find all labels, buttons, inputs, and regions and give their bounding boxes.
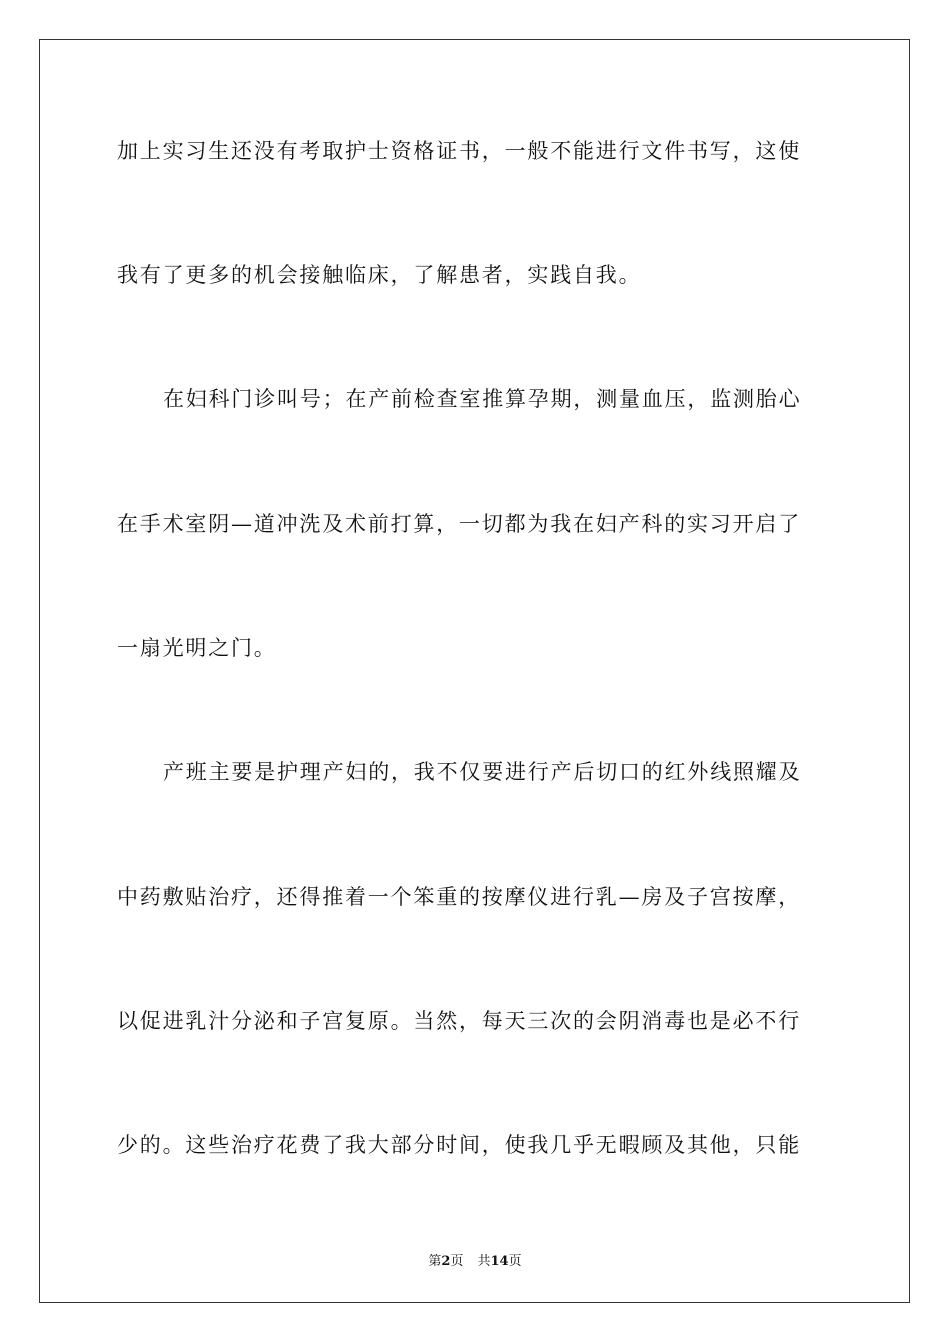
paragraph-line-2: 我有了更多的机会接触临床，了解患者，实践自我。 [117,263,642,287]
paragraph-line-5: 一扇光明之门。 [117,636,277,660]
paragraph-line-1: 加上实习生还没有考取护士资格证书，一般不能进行文件书写，这使 [117,139,801,163]
paragraph-line-6: 产班主要是护理产妇的，我不仅要进行产后切口的红外线照耀及 [163,760,802,784]
footer-page-prefix: 第 [428,1254,442,1269]
footer-page-suffix: 页 [450,1254,464,1269]
paragraph-line-3: 在妇科门诊叫号；在产前检查室推算孕期，测量血压，监测胎心 [163,387,802,411]
footer-total-suffix: 页 [508,1254,522,1269]
paragraph-line-8: 以促进乳汁分泌和子宫复原。当然，每天三次的会阴消毒也是必不行 [117,1009,801,1033]
footer-total-pages: 14 [490,1254,509,1269]
page-footer [0,1250,950,1269]
paragraph-line-7: 中药敷贴治疗，还得推着一个笨重的按摩仪进行乳—房及子宫按摩， [117,885,801,909]
paragraph-line-4: 在手术室阴—道冲洗及术前打算，一切都为我在妇产科的实习开启了 [117,512,801,536]
page-border [39,39,910,1303]
footer-page-number: 2 [441,1254,451,1269]
paragraph-line-9: 少的。这些治疗花费了我大部分时间，使我几乎无暇顾及其他，只能 [117,1133,801,1157]
footer-total-prefix: 共 [477,1254,491,1269]
